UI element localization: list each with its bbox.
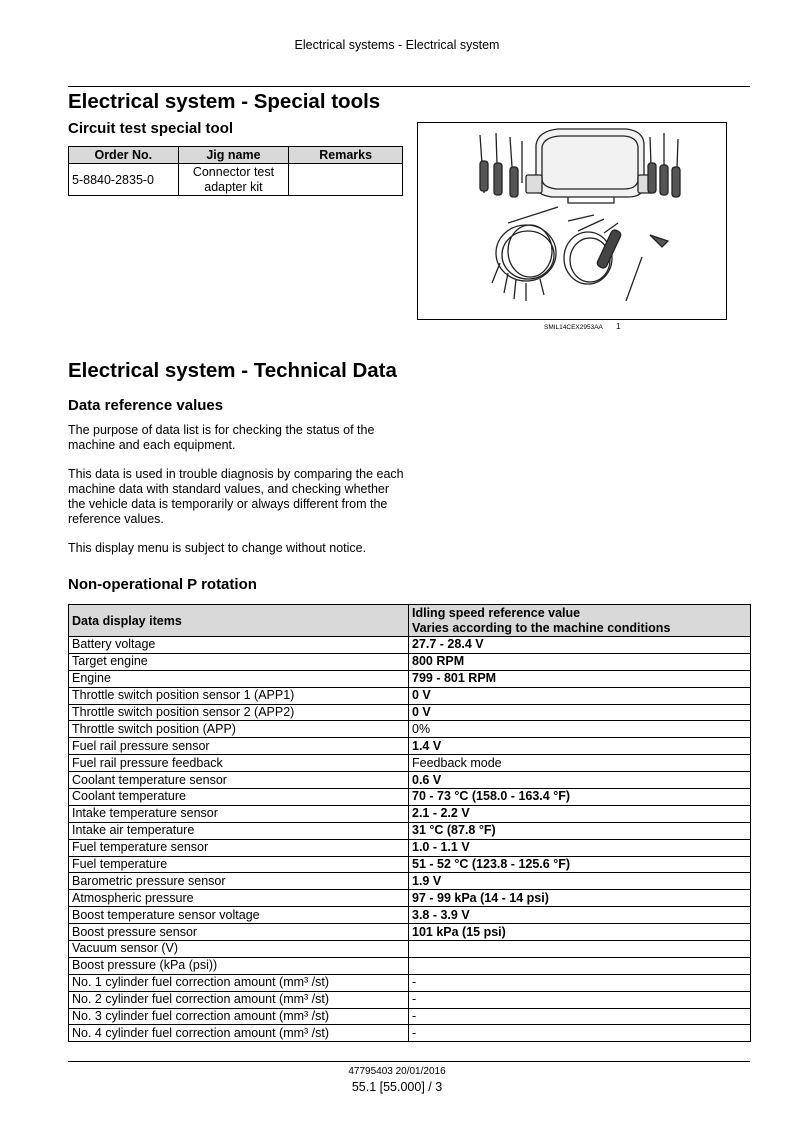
special-tools-title: Electrical system - Special tools xyxy=(68,90,381,113)
table-row xyxy=(69,974,751,991)
col-data-display-items: Data display items xyxy=(69,605,409,637)
data-item-cell: Boost pressure (kPa (psi)) xyxy=(69,957,409,974)
figure-caption: SMIL14CEX2953AA xyxy=(544,324,603,331)
col-remarks: Remarks xyxy=(289,147,403,164)
data-item-cell: No. 3 cylinder fuel correction amount (mm³ /st) xyxy=(69,1008,409,1025)
data-item-cell: Throttle switch position (APP) xyxy=(69,721,409,738)
non-operational-title: Non-operational P rotation xyxy=(68,576,257,593)
data-item-cell: Atmospheric pressure xyxy=(69,890,409,907)
col-idling-reference-line1: Idling speed reference value xyxy=(412,605,581,620)
col-jig-name: Jig name xyxy=(178,147,289,164)
col-idling-reference-line2: Varies according to the machine conditions xyxy=(412,620,671,635)
data-item-cell: Boost pressure sensor xyxy=(69,924,409,941)
data-item-cell: Fuel temperature xyxy=(69,856,409,873)
data-table-body xyxy=(69,637,751,1042)
reference-value-cell: 1.4 V xyxy=(409,738,751,755)
table-row xyxy=(69,687,751,704)
table-row xyxy=(69,873,751,890)
table-row xyxy=(69,991,751,1008)
reference-value-cell xyxy=(409,957,751,974)
table-row xyxy=(69,805,751,822)
data-item-cell: Fuel rail pressure sensor xyxy=(69,738,409,755)
reference-value-cell: 2.1 - 2.2 V xyxy=(409,805,751,822)
tool-kit-figure xyxy=(417,122,727,320)
table-row xyxy=(69,721,751,738)
table-row xyxy=(69,704,751,721)
remarks-cell xyxy=(289,164,403,196)
table-row xyxy=(69,941,751,958)
footer-rule xyxy=(68,1061,750,1062)
data-item-cell: Barometric pressure sensor xyxy=(69,873,409,890)
table-row xyxy=(69,738,751,755)
data-item-cell: Fuel temperature sensor xyxy=(69,839,409,856)
reference-value-cell: 3.8 - 3.9 V xyxy=(409,907,751,924)
table-row xyxy=(69,907,751,924)
table-row xyxy=(69,890,751,907)
data-item-cell: Target engine xyxy=(69,653,409,670)
reference-value-cell: 0 V xyxy=(409,687,751,704)
paragraph-usage: This data is used in trouble diagnosis by comparing the each machine data with standard values, and checking whether the vehicle data is temporarily or always different from the reference values. xyxy=(68,467,404,526)
reference-value-cell: 0 V xyxy=(409,704,751,721)
page-number: 55.1 [55.000] / 3 xyxy=(351,1080,443,1094)
reference-value-cell: 799 - 801 RPM xyxy=(409,670,751,687)
reference-value-cell: 51 - 52 °C (123.8 - 125.6 °F) xyxy=(409,856,751,873)
reference-value-cell: 31 °C (87.8 °F) xyxy=(409,822,751,839)
table-row xyxy=(69,789,751,806)
data-item-cell: No. 4 cylinder fuel correction amount (mm³ /st) xyxy=(69,1025,409,1042)
table-row xyxy=(69,839,751,856)
table-row xyxy=(69,822,751,839)
data-reference-subtitle: Data reference values xyxy=(68,397,224,414)
paragraph-purpose: The purpose of data list is for checking the status of the machine and each equipment. xyxy=(68,423,375,452)
table-row xyxy=(69,755,751,772)
data-item-cell: Intake air temperature xyxy=(69,822,409,839)
reference-value-cell: 97 - 99 kPa (14 - 14 psi) xyxy=(409,890,751,907)
data-item-cell: Vacuum sensor (V) xyxy=(69,941,409,958)
data-reference-table xyxy=(68,604,751,1042)
data-item-cell: Fuel rail pressure feedback xyxy=(69,755,409,772)
circuit-test-subtitle: Circuit test special tool xyxy=(68,120,234,137)
data-item-cell: Boost temperature sensor voltage xyxy=(69,907,409,924)
data-item-cell: No. 2 cylinder fuel correction amount (mm³ /st) xyxy=(69,991,409,1008)
table-row xyxy=(69,637,751,654)
table-row xyxy=(69,1025,751,1042)
reference-value-cell: 0% xyxy=(409,721,751,738)
data-item-cell: Engine xyxy=(69,670,409,687)
data-item-cell: Coolant temperature xyxy=(69,789,409,806)
header-rule xyxy=(68,86,750,87)
col-idling-reference xyxy=(409,605,751,637)
paragraph-notice: This display menu is subject to change without notice. xyxy=(68,541,367,555)
table-row xyxy=(69,670,751,687)
jig-name-cell: Connector test adapter kit xyxy=(178,164,289,196)
data-item-cell: Throttle switch position sensor 2 (APP2) xyxy=(69,704,409,721)
figure-number: 1 xyxy=(616,322,621,331)
table-row xyxy=(69,924,751,941)
table-row xyxy=(69,653,751,670)
table-row xyxy=(69,1008,751,1025)
reference-value-cell xyxy=(409,941,751,958)
special-tool-table xyxy=(68,146,403,196)
data-item-cell: No. 1 cylinder fuel correction amount (mm³ /st) xyxy=(69,974,409,991)
table-row xyxy=(69,772,751,789)
reference-value-cell: - xyxy=(409,991,751,1008)
data-item-cell: Coolant temperature sensor xyxy=(69,772,409,789)
reference-value-cell: 70 - 73 °C (158.0 - 163.4 °F) xyxy=(409,789,751,806)
col-order-no: Order No. xyxy=(69,147,179,164)
connector-test-kit-illustration xyxy=(418,123,726,319)
reference-value-cell: 27.7 - 28.4 V xyxy=(409,637,751,654)
running-header: Electrical systems - Electrical system xyxy=(294,38,500,52)
reference-value-cell: 1.0 - 1.1 V xyxy=(409,839,751,856)
data-item-cell: Intake temperature sensor xyxy=(69,805,409,822)
reference-value-cell: - xyxy=(409,974,751,991)
order-no-cell: 5-8840-2835-0 xyxy=(69,164,179,196)
table-row xyxy=(69,856,751,873)
reference-value-cell: 800 RPM xyxy=(409,653,751,670)
document-id: 47795403 20/01/2016 xyxy=(348,1066,446,1077)
data-item-cell: Throttle switch position sensor 1 (APP1) xyxy=(69,687,409,704)
reference-value-cell: - xyxy=(409,1025,751,1042)
reference-value-cell: - xyxy=(409,1008,751,1025)
table-row xyxy=(69,957,751,974)
reference-value-cell: Feedback mode xyxy=(409,755,751,772)
data-item-cell: Battery voltage xyxy=(69,637,409,654)
technical-data-title: Electrical system - Technical Data xyxy=(68,359,397,382)
table-row xyxy=(69,164,403,196)
reference-value-cell: 1.9 V xyxy=(409,873,751,890)
reference-value-cell: 101 kPa (15 psi) xyxy=(409,924,751,941)
reference-value-cell: 0.6 V xyxy=(409,772,751,789)
